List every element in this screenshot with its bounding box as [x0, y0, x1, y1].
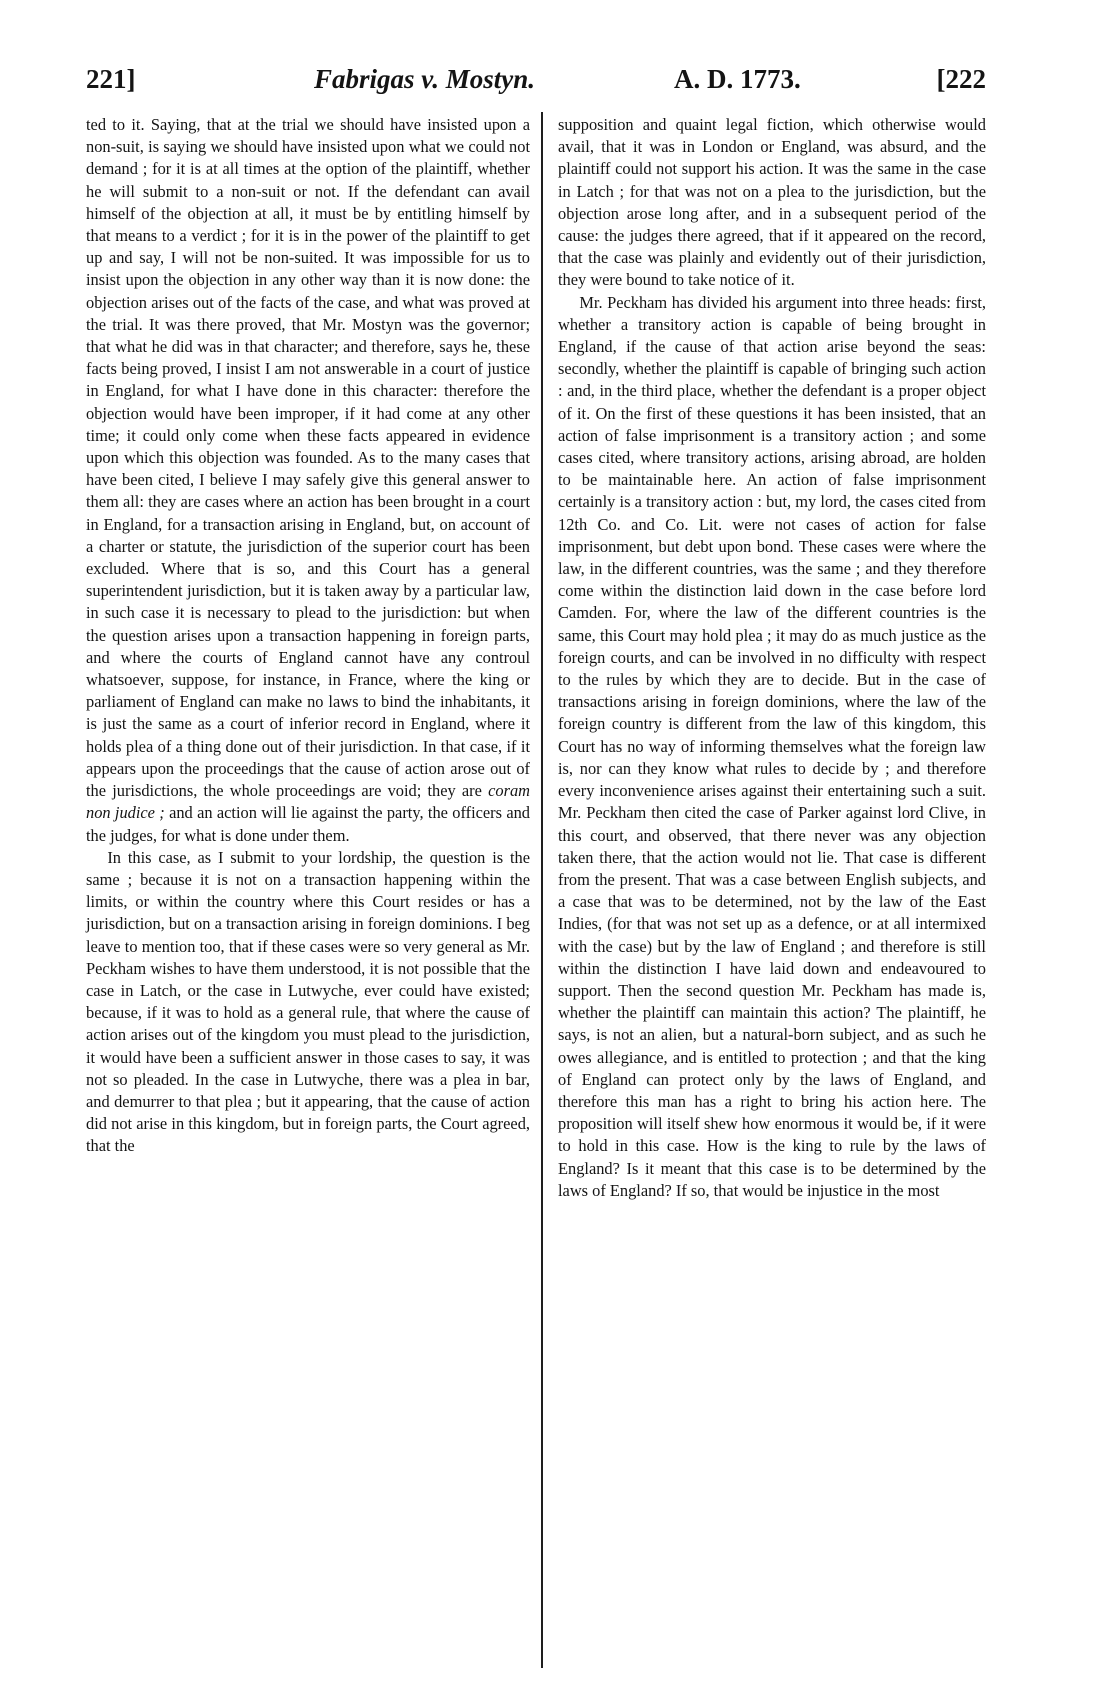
column-divider: [541, 112, 543, 1668]
right-paragraph-2: Mr. Peckham has divided his argument into three heads: first, whether a transitory action is capable of being brought in England, if the cause of that action arise beyond the seas: secondly, whether the plaintiff is capable of bringing such action : and, in the third place, whether the defendant is a proper object of it. On the first of these questions it has been insisted, that an action of false imprisonment is a transitory action ; and some cases cited, where transitory actions, arising abroad, are holden to be maintainable here. An action of false imprisonment certainly is a transitory action : but, my lord, the cases cited from 12th Co. and Co. Lit. were not cases of action for false imprisonment, but debt upon bond. These cases were where the law, in the different countries, was the same ; and they therefore come within the distinction laid down in the case before lord Camden. For, where the law of the different countries is the same, this Court may hold plea ; it may do as much justice as the foreign courts, and can be involved in no difficulty with respect to the rules by which they are to decide. But in the case of transactions arising in foreign dominions, where the law of the foreign country is different from the law of this kingdom, this Court has no way of informing themselves what the foreign law is, nor can they know what rules to decide by ; and therefore every inconvenience arises against their entertaining such a suit. Mr. Peckham then cited the case of Parker against lord Clive, in this court, and observed, that there never was any objection taken there, that the action would not lie. That case is different from the present. That was a case between English subjects, and a case that was to be determined, not by the law of the East Indies, (for that was not set up as a defence, or at all intermixed with the case) but by the law of England ; and therefore is still within the distinction I have laid down and endeavoured to support. Then the second question Mr. Peckham has made is, whether the plaintiff can maintain this action? The plaintiff, he says, is not an alien, but a natural-born subject, and as such he owes allegiance, and is entitled to protection ; and that the king of England can protect only by the laws of England, and therefore this man has a right to bring his action here. The proposition will itself shew how enormous it would be, if it were to hold in this case. How is the king to rule by the laws of England? Is it meant that this case is to be determined by the laws of England? If so, that would be injustice in the most: [558, 292, 986, 1200]
left-paragraph-1-end: and an action will lie against the party, the officers and the judges, for what is done under them.: [86, 803, 530, 845]
left-paragraph-1-text: ted to it. Saying, that at the trial we should have insisted upon a non-suit, is saying we should have insisted upon what we could not demand ; for it is at all times at the option of the plaintiff, whether he will submit to a non-suit or not. If the defendant can avail himself of the objection at all, it must be by entitling himself by that means to a verdict ; for it is in the power of the plaintiff to get up and say, I will not be non-suited. It was impossible for us to insist upon the objection in any other way than it is now done: the objection arises out of the facts of the case, and what was proved at the trial. It was there proved, that Mr. Mostyn was the governor; that what he did was in that character; and therefore, says he, these facts being proved, I insist I am not answerable in a court of justice in England, for what I have done in this character: therefore the objection would have been improper, if it had come at any other time; it could only come when these facts appeared in evidence upon which this objection was founded. As to the many cases that have been cited, I believe I may safely give this general answer to them all: they are cases where an action has been brought in a court in England, for a transaction arising in England, but, on account of a charter or statute, the jurisdiction of the superior court has been excluded. Where that is so, and this Court has a general superintendent jurisdiction, but it is taken away by a particular law, in such case it is necessary to plead to the jurisdiction: but when the question arises upon a transaction happening in foreign parts, and where the courts of England cannot have any controul whatsoever, suppose, for instance, in France, where the king or parliament of England can make no laws to bind the inhabitants, it is just the same as a court of inferior record in England, where it holds plea of a thing done out of their jurisdiction. In that case, if it appears upon the proceedings that the cause of action arose out of the jurisdictions, the whole proceedings are void; they are: [86, 115, 530, 801]
left-paragraph-1-italic: coram non judice ;: [86, 781, 530, 823]
right-column: [558, 114, 986, 1202]
left-column: [86, 114, 530, 1158]
left-paragraph-2: In this case, as I submit to your lordship, the question is the same ; because it is not on a transaction happening within the limits, or within the country where this Court resides or has a jurisdiction, but on a transaction arising in foreign dominions. I beg leave to mention too, that if these cases were so very general as Mr. Peckham wishes to have them understood, it is not possible that the case in Latch, or the case in Lutwyche, ever could have existed; because, if it was to hold as a general rule, that where the cause of action arises out of the kingdom you must plead to the jurisdiction, it would have been a sufficient answer in those cases to say, it was not so pleaded. In the case in Lutwyche, there was a plea in bar, and demurrer to that plea ; but it appearing, that the cause of action did not arise in this kingdom, but in foreign parts, the Court agreed, that the: [86, 847, 530, 1156]
year-label: A. D. 1773.: [674, 64, 801, 94]
right-paragraph-1: supposition and quaint legal fiction, which otherwise would avail, that it was in London or England, was absurd, and the plaintiff could not support his action. It was the same in the case in Latch ; for that was not on a plea to the jurisdiction, but the objection arose long after, and in a subsequent period of the cause: the judges there agreed, that if it appeared on the record, that the case was plainly and evidently out of their jurisdiction, they were bound to take notice of it.: [558, 115, 986, 290]
page-number-right: [222: [936, 64, 986, 94]
running-title: Fabrigas v. Mostyn.: [314, 64, 536, 94]
page-number-left: 221]: [86, 64, 136, 94]
left-paragraph-1: [86, 114, 530, 847]
page-header: [86, 64, 986, 104]
